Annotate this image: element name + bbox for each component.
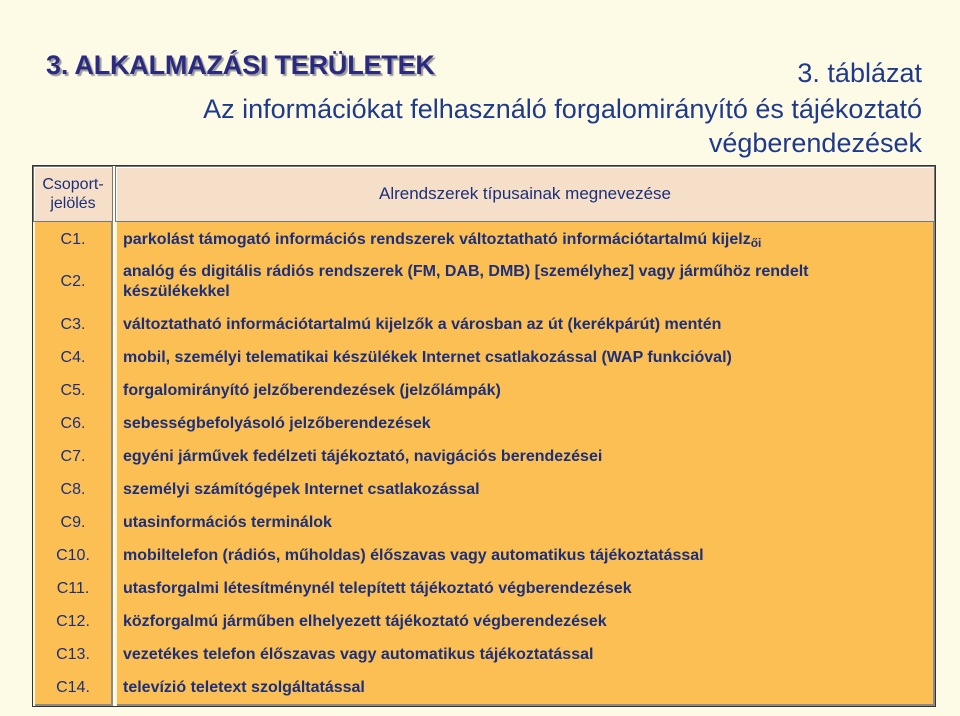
row-code: C11. — [56, 579, 90, 597]
row-description: analóg és digitális rádiós rendszerek (FM, DAB, DMB) [személyhez] vagy járműhöz rendelt készülékekkel — [123, 263, 809, 300]
table-header — [33, 166, 935, 222]
systems-table — [32, 165, 936, 707]
row-description: mobiltelefon (rádiós, műholdas) élőszavas vagy automatikus tájékoztatással — [123, 546, 704, 564]
row-code: C1. — [60, 231, 86, 248]
row-code: C4. — [60, 348, 86, 366]
row-description: televízió teletext szolgáltatással — [123, 679, 365, 696]
table-row — [33, 374, 935, 407]
row-description: egyéni járművek fedélzeti tájékoztató, navigációs berendezései — [123, 447, 603, 465]
row-code: C7. — [60, 447, 86, 465]
row-description: személyi számítógépek Internet csatlakozással — [123, 480, 480, 498]
row-description: parkolást támogató információs rendszerek változtatható információtartalmú kijelz ői — [123, 224, 919, 256]
table-row — [33, 671, 935, 705]
table-row — [33, 407, 935, 440]
row-description-suffix: ői — [750, 236, 762, 250]
table-row — [33, 638, 935, 671]
table-caption: Az információkat felhasználó forgalomirányító és tájékoztató végberendezések — [203, 94, 922, 158]
row-code: C10. — [56, 546, 90, 564]
table-number: 3. táblázat — [797, 58, 922, 88]
table-row — [33, 539, 935, 572]
row-code: C2. — [60, 273, 86, 290]
row-description: közforgalmú járműben elhelyezett tájékoztató végberendezések — [123, 612, 607, 630]
row-code: C3. — [60, 315, 86, 333]
row-code: C13. — [56, 645, 90, 663]
row-description: vezetékes telefon élőszavas vagy automatikus tájékoztatással — [123, 645, 594, 663]
row-code: C5. — [60, 381, 86, 399]
row-code: C9. — [60, 513, 86, 531]
group-label-header: Csoport-jelölés — [33, 166, 113, 222]
row-description: utasforgalmi létesítménynél telepített tájékoztató végberendezések — [123, 579, 632, 597]
name-label-header: Alrendszerek típusainak megnevezése — [115, 166, 935, 222]
table-row — [33, 341, 935, 374]
row-code: C14. — [56, 679, 90, 696]
table-row — [33, 572, 935, 605]
table-row — [33, 224, 935, 256]
table-row — [33, 605, 935, 638]
row-description: forgalomirányító jelzőberendezések (jelzőlámpák) — [123, 381, 501, 399]
row-code: C6. — [60, 414, 86, 432]
table-row — [33, 256, 935, 308]
row-description: mobil, személyi telematikai készülékek Internet csatlakozással (WAP funkcióval) — [123, 348, 732, 366]
section-title: 3. ALKALMAZÁSI TERÜLETEK — [46, 50, 435, 80]
row-description: sebességbefolyásoló jelzőberendezések — [123, 414, 431, 432]
table-row — [33, 440, 935, 473]
row-code: C12. — [56, 612, 90, 630]
table-row — [33, 506, 935, 539]
row-description: változtatható információtartalmú kijelzők a városban az út (kerékpárút) mentén — [123, 315, 722, 333]
table-row — [33, 308, 935, 341]
row-code: C8. — [60, 480, 86, 498]
row-description: utasinformációs terminálok — [123, 513, 332, 531]
table-row — [33, 473, 935, 506]
